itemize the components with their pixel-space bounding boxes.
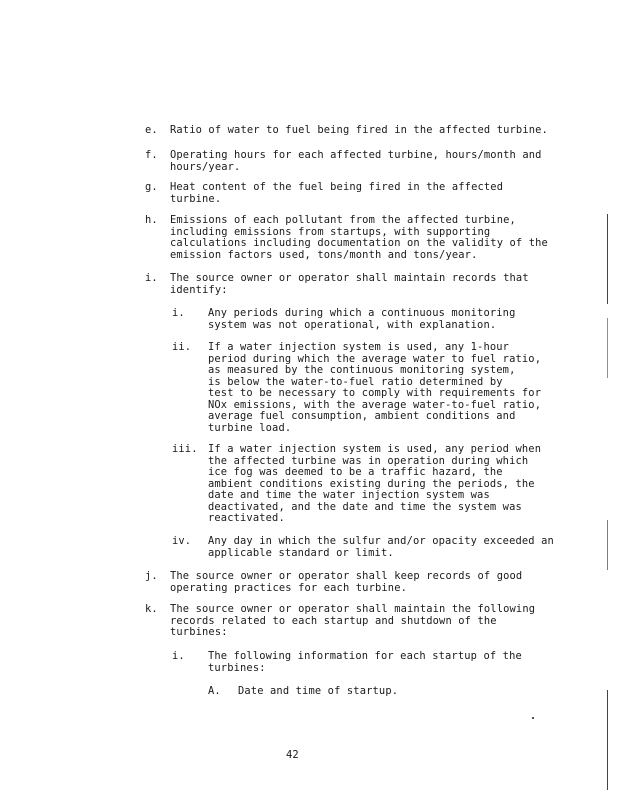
item-marker: i. <box>145 272 158 284</box>
item-line: operating practices for each turbine. <box>170 581 408 594</box>
item-line: If a water injection system is used, any 1-hour <box>208 341 510 353</box>
item-line: as measured by the continuous monitoring system, <box>208 364 516 376</box>
item-line: turbines: <box>208 661 266 674</box>
scan-speck <box>532 717 534 719</box>
item-marker: g. <box>145 181 158 193</box>
scan-edge-line <box>607 214 608 304</box>
item-line: Heat content of the fuel being fired in the affected <box>170 181 504 193</box>
item-line: average fuel consumption, ambient conditions and <box>208 410 516 422</box>
item-marker: i. <box>172 307 185 319</box>
item-line: date and time the water injection system was <box>208 489 490 501</box>
item-line: Any periods during which a continuous monitoring <box>208 307 516 319</box>
item-line: is below the water-to-fuel ratio determined by <box>208 375 503 388</box>
item-line: turbine. <box>170 192 222 205</box>
item-marker: f. <box>145 149 158 161</box>
scan-edge-line <box>607 520 608 570</box>
item-line: Emissions of each pollutant from the affected turbine, <box>170 214 516 226</box>
item-marker: e. <box>145 124 158 136</box>
item-marker: k. <box>145 603 158 615</box>
item-marker: A. <box>208 685 221 697</box>
item-marker: iv. <box>172 535 192 547</box>
item-line: The source owner or operator shall maintain records that <box>170 272 529 284</box>
item-line: The source owner or operator shall keep records of good <box>170 570 523 582</box>
item-line: deactivated, and the date and time the system was <box>208 500 522 513</box>
item-line: Ratio of water to fuel being fired in the affected turbine. <box>170 124 548 136</box>
item-marker: h. <box>145 214 158 226</box>
scan-edge-line <box>607 318 608 378</box>
item-line: period during which the average water to fuel ratio, <box>208 352 542 365</box>
item-line: ambient conditions existing during the periods, the <box>208 477 535 490</box>
item-line: calculations including documentation on the validity of the <box>170 237 548 249</box>
item-line: The source owner or operator shall maintain the following <box>170 603 536 615</box>
item-line: identify: <box>170 283 228 296</box>
item-line: system was not operational, with explanation. <box>208 318 497 331</box>
scan-edge-line <box>607 690 608 790</box>
item-line: ice fog was deemed to be a traffic hazard, the <box>208 466 503 478</box>
item-line: records related to each startup and shutdown of the <box>170 614 497 627</box>
item-marker: i. <box>172 650 185 662</box>
item-line: applicable standard or limit. <box>208 546 394 559</box>
item-line: Operating hours for each affected turbine, hours/month and <box>170 149 542 161</box>
item-line: including emissions from startups, with supporting <box>170 225 491 238</box>
item-line: test to be necessary to comply with requirements for <box>208 387 542 399</box>
item-line: the affected turbine was in operation during which <box>208 454 529 467</box>
item-marker: ii. <box>172 341 192 353</box>
item-line: hours/year. <box>170 160 241 173</box>
item-line: The following information for each startup of the <box>208 650 522 662</box>
page-number: 42 <box>286 749 299 761</box>
item-line: Date and time of startup. <box>238 685 399 697</box>
item-line: turbines: <box>170 626 228 638</box>
item-line: If a water injection system is used, any period when <box>208 443 542 455</box>
item-line: NOx emissions, with the average water-to-fuel ratio, <box>208 398 542 411</box>
item-marker: iii. <box>172 443 198 455</box>
item-line: reactivated. <box>208 512 285 524</box>
item-marker: j. <box>145 570 158 582</box>
item-line: turbine load. <box>208 421 292 434</box>
item-line: Any day in which the sulfur and/or opacity exceeded an <box>208 535 554 547</box>
item-line: emission factors used, tons/month and tons/year. <box>170 248 478 261</box>
